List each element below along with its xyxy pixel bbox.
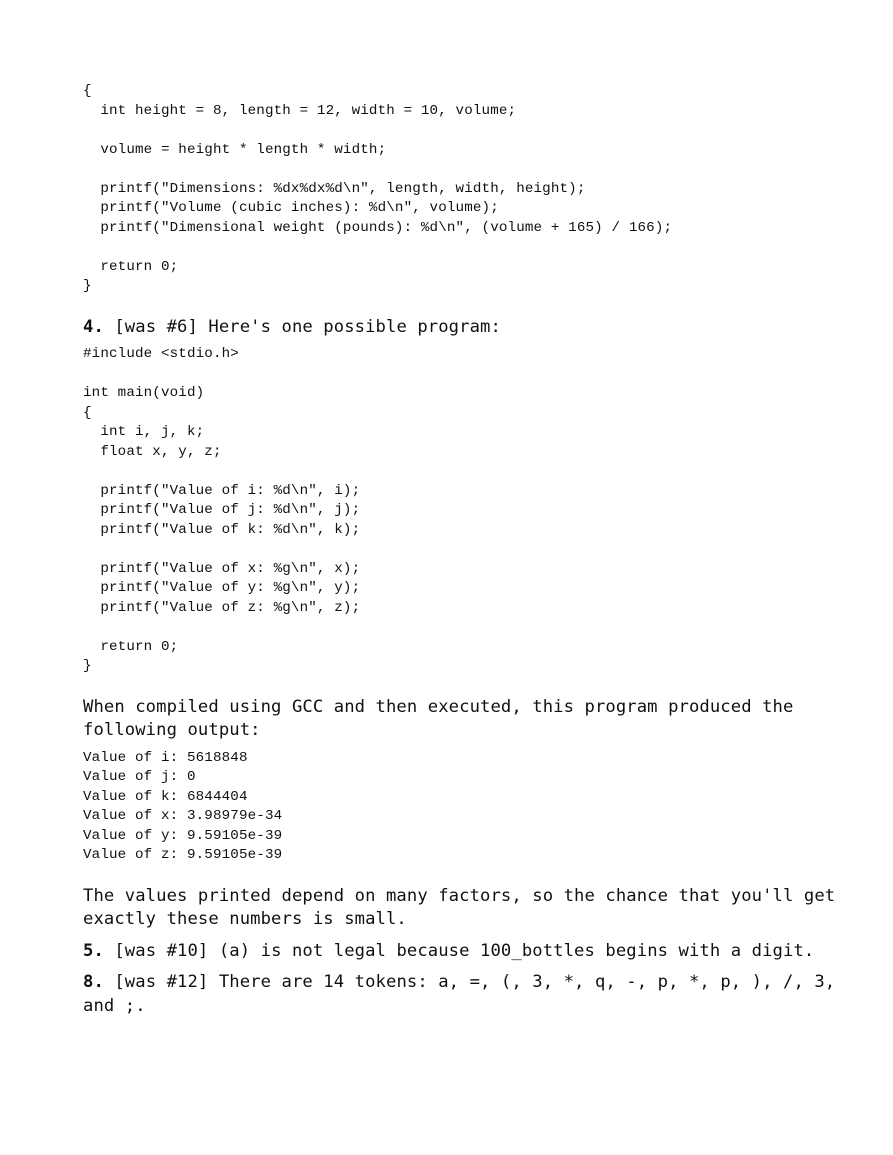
document-page — [83, 82, 846, 1018]
answer-5-number: 5. — [83, 940, 104, 961]
code-block-output: Value of i: 5618848 Value of j: 0 Value of k: 6844404 Value of x: 3.98979e-34 Value of y: 9.59105e-39 Value of z: 9.59105e-39 — [83, 749, 283, 863]
answer-8-number: 8. — [83, 972, 104, 992]
code-block-program: #include <stdio.h> int main(void) { int i, j, k; float x, y, z; printf("Value of i: %d\n", i); printf("Value of j: %d\n", j); printf("Value of k: %d\n", k); printf("Value of x: %g\n", x); printf("Value of y: %g\n", y); printf("Value of z: %g\n", z); return 0; } — [83, 346, 361, 674]
paragraph-compiled-output: When compiled using GCC and then executed, this program produced the following output: — [83, 696, 804, 740]
answer-8 — [83, 971, 846, 1018]
answer-8-text: [was #12] There are 14 tokens: a, =, (, 3, *, q, -, p, *, p, ), /, 3, and ;. — [83, 972, 846, 1016]
answer-4-text: [was #6] Here's one possible program: — [103, 316, 501, 337]
code-block-main-body: { int height = 8, length = 12, width = 10, volume; volume = height * length * width; printf("Dimensions: %dx%dx%d\n", length, width, height); printf("Volume (cubic inches): %d\n", volume); printf("Dimensional weight (pounds): %d\n", (volume + 165) / 166); return 0; } — [83, 83, 673, 294]
answer-5 — [83, 940, 843, 964]
answer-4-number: 4. — [83, 316, 104, 337]
answer-5-text: [was #10] (a) is not legal because 100_bottles begins with a digit. — [103, 940, 815, 961]
answer-4 — [83, 316, 843, 340]
paragraph-values-note: The values printed depend on many factors, so the chance that you'll get exactly these numbers is small. — [83, 885, 846, 929]
